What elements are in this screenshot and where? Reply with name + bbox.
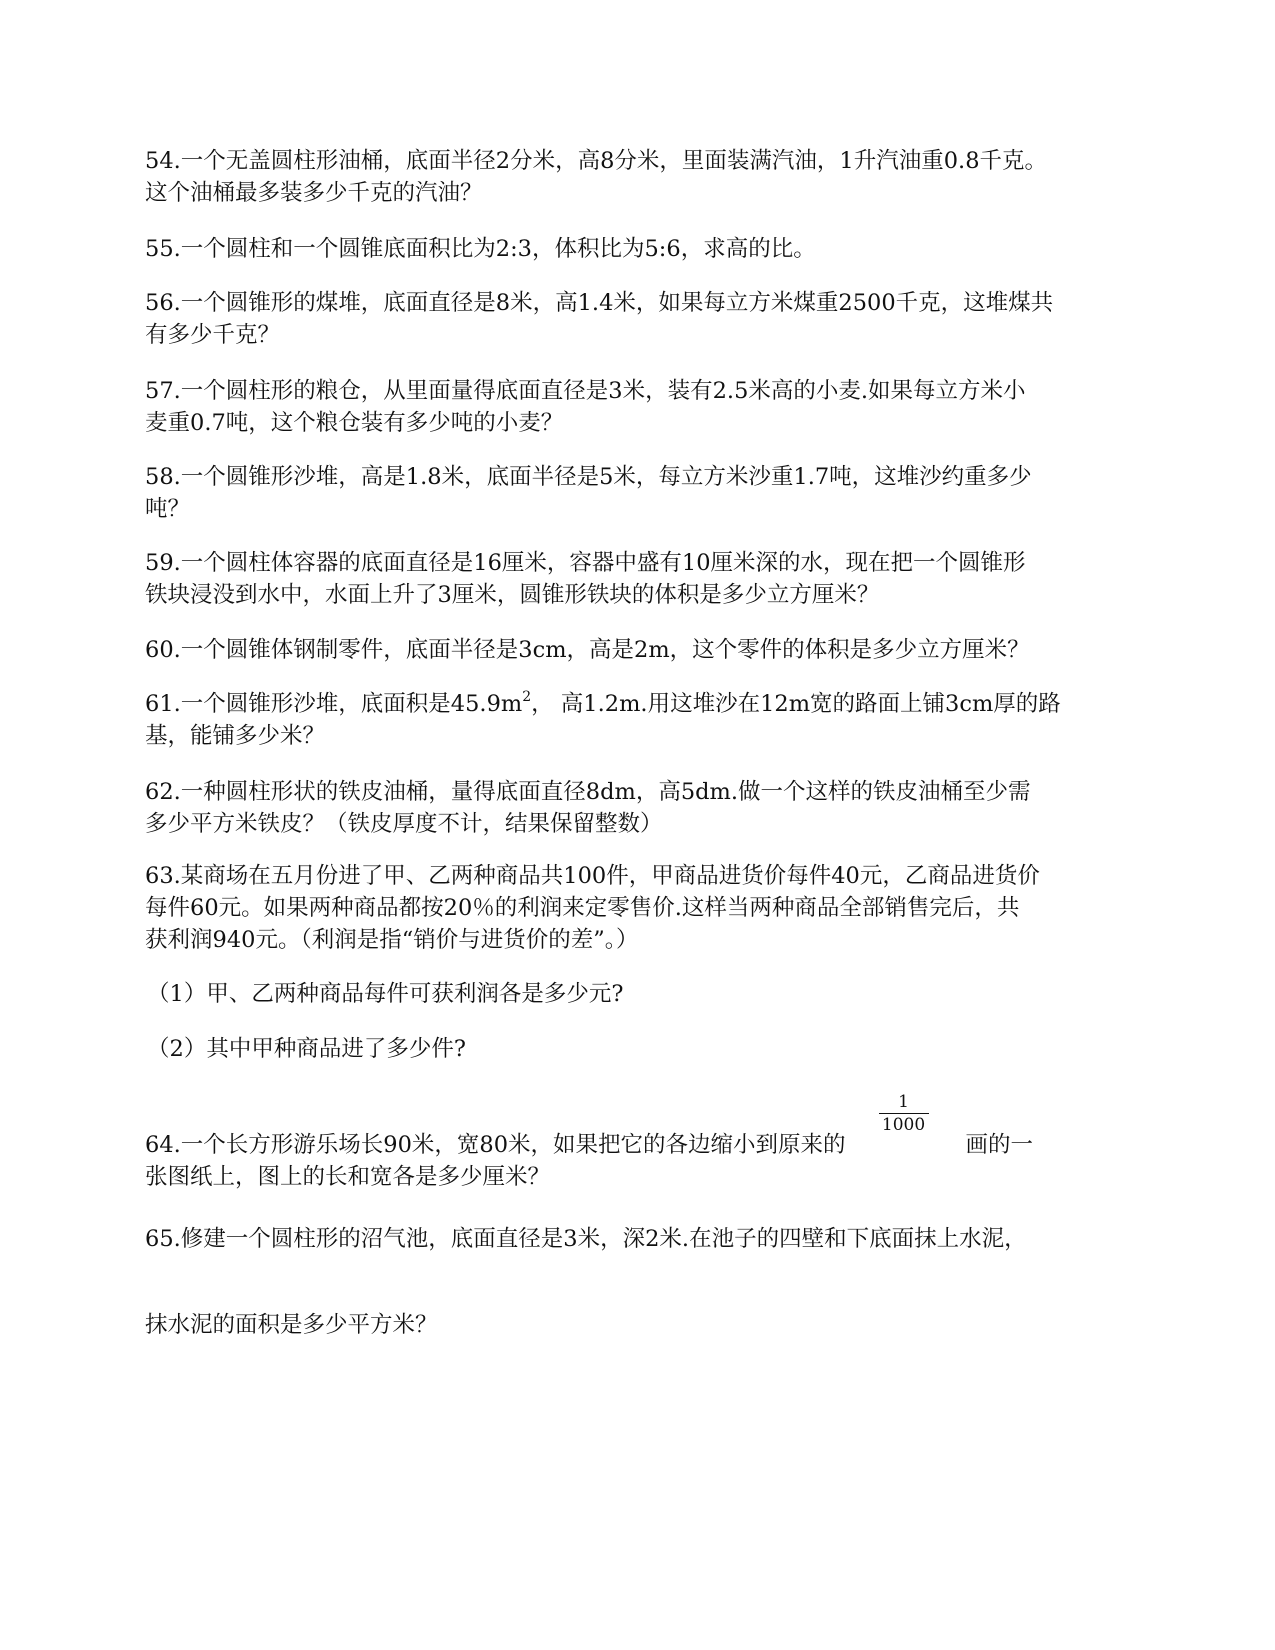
problem-58-line-2: 吨？ — [145, 496, 191, 522]
problem-63 — [145, 860, 1040, 956]
problem-54-line-1: 54.一个无盖圆柱形油桶，底面半径2分米，高8分米，里面装满汽油，1升汽油重0.8千克。 — [145, 148, 1048, 174]
problem-57-line-1: 57.一个圆柱形的粮仓，从里面量得底面直径是3米，装有2.5米高的小麦.如果每立方米小 — [145, 378, 1026, 404]
problem-55-line-1: 55.一个圆柱和一个圆锥底面积比为2:3，体积比为5:6，求高的比。 — [145, 236, 816, 262]
problem-65-line-2: 抹水泥的面积是多少平方米？ — [145, 1312, 438, 1338]
superscript-exponent: 2 — [522, 689, 532, 705]
problem-59-line-1: 59.一个圆柱体容器的底面直径是16厘米，容器中盛有10厘米深的水，现在把一个圆锥形 — [145, 550, 1026, 576]
problem-55 — [145, 233, 816, 265]
problem-63-line-3: 获利润940元。（利润是指“销价与进货价的差”。） — [145, 927, 639, 953]
problem-54 — [145, 145, 1047, 209]
problem-56-line-2: 有多少千克？ — [145, 322, 281, 348]
problem-62 — [145, 776, 1031, 840]
subquestion-1-text: （1）甲、乙两种商品每件可获利润各是多少元? — [147, 981, 624, 1007]
problem-64-text-a: 64.一个长方形游乐场长90米，宽80米，如果把它的各边缩小到原来的 — [145, 1132, 846, 1158]
problem-60 — [145, 634, 1030, 666]
problem-65-line-1: 65.修建一个圆柱形的沼气池，底面直径是3米，深2米.在池子的四壁和下底面抹上水泥， — [145, 1226, 1027, 1252]
problem-65-continuation — [145, 1309, 438, 1341]
problem-56-line-1: 56.一个圆锥形的煤堆，底面直径是8米，高1.4米，如果每立方米煤重2500千克，这堆煤共 — [145, 290, 1054, 316]
problem-61-text-b: ， 高1.2m.用这堆沙在12m宽的路面上铺3cm厚的路 — [531, 691, 1061, 717]
problem-58-line-1: 58.一个圆锥形沙堆，高是1.8米，底面半径是5米，每立方米沙重1.7吨，这堆沙约重多少 — [145, 464, 1032, 490]
problem-59 — [145, 547, 1026, 611]
problem-63-subquestion-1 — [147, 978, 623, 1010]
problem-64-line-1 — [145, 1092, 1145, 1161]
problem-64 — [145, 1092, 1145, 1193]
subquestion-2-text: （2）其中甲种商品进了多少件? — [147, 1036, 466, 1062]
fraction — [846, 1092, 966, 1161]
problem-62-line-1: 62.一种圆柱形状的铁皮油桶，量得底面直径8dm，高5dm.做一个这样的铁皮油桶至少需 — [145, 779, 1031, 805]
problem-64-text-b: 画的一 — [965, 1132, 1034, 1158]
problem-57 — [145, 375, 1026, 439]
fraction-box — [879, 1092, 929, 1135]
problem-61-line-2: 基，能铺多少米？ — [145, 723, 326, 749]
problem-63-line-1: 63.某商场在五月份进了甲、乙两种商品共100件，甲商品进货价每件40元，乙商品进货价 — [145, 863, 1040, 889]
problem-63-line-2: 每件60元。如果两种商品都按20％的利润来定零售价.这样当两种商品全部销售完后，共 — [145, 895, 1020, 921]
problem-62-line-2: 多少平方米铁皮？（铁皮厚度不计，结果保留整数） — [145, 811, 663, 837]
problem-65 — [145, 1223, 1027, 1255]
problem-57-line-2: 麦重0.7吨，这个粮仓装有多少吨的小麦？ — [145, 410, 564, 436]
problem-64-line-2: 张图纸上，图上的长和宽各是多少厘米？ — [145, 1164, 551, 1190]
problem-61 — [145, 688, 1061, 752]
problem-59-line-2: 铁块浸没到水中，水面上升了3厘米，圆锥形铁块的体积是多少立方厘米？ — [145, 582, 880, 608]
problem-61-line-1 — [145, 688, 1061, 720]
problem-63-subquestion-2 — [147, 1033, 466, 1065]
problem-60-line-1: 60.一个圆锥体钢制零件，底面半径是3cm，高是2m，这个零件的体积是多少立方厘米？ — [145, 637, 1030, 663]
fraction-denominator: 1000 — [881, 1115, 926, 1135]
fraction-numerator: 1 — [879, 1092, 929, 1114]
problem-54-line-2: 这个油桶最多装多少千克的汽油？ — [145, 180, 483, 206]
problem-61-text-a: 61.一个圆锥形沙堆，底面积是45.9m — [145, 691, 523, 717]
problem-56 — [145, 287, 1053, 351]
problem-58 — [145, 461, 1032, 525]
